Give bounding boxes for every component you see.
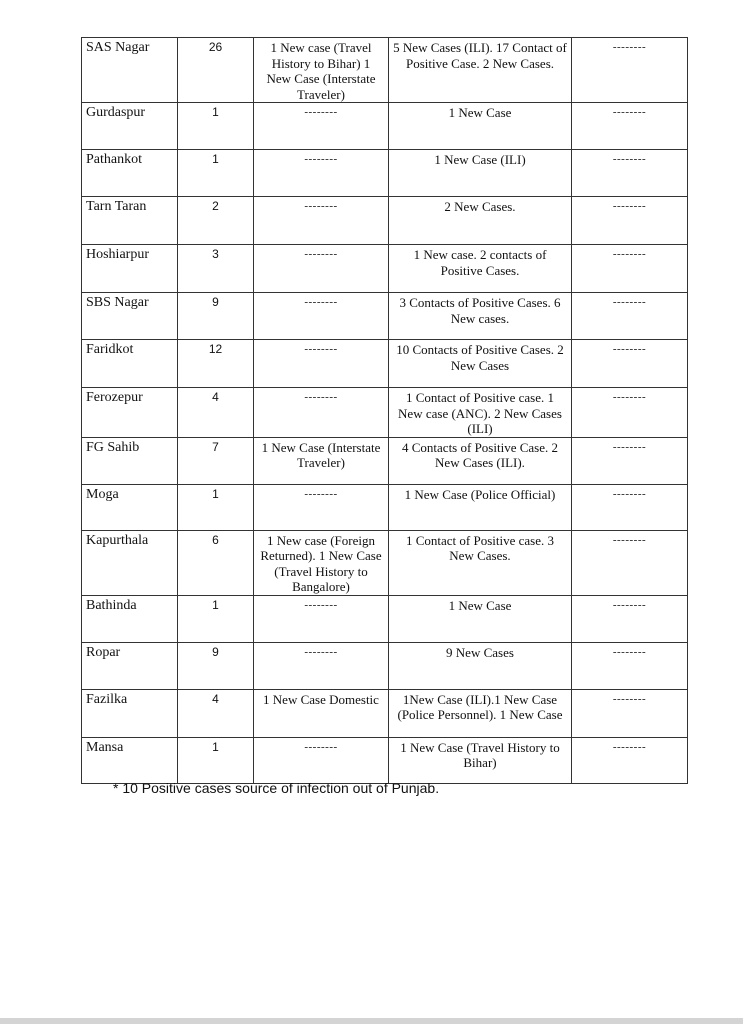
table-row [82,103,688,150]
district-name-cell: Moga [82,484,178,530]
district-name-cell: Hoshiarpur [82,245,178,293]
case-count-cell: 3 [178,245,254,293]
col5-cell: -------- [572,245,688,293]
table-row [82,150,688,197]
col4-cell: 1New Case (ILI).1 New Case (Police Personnel). 1 New Case [389,689,572,737]
col3-cell: -------- [254,197,389,245]
case-count-cell: 12 [178,340,254,388]
case-count-cell: 2 [178,197,254,245]
table-body [82,38,688,784]
case-count-cell: 4 [178,689,254,737]
district-cases-table [81,37,688,784]
table-row [82,530,688,595]
district-name-cell: Bathinda [82,595,178,642]
table-row [82,484,688,530]
col4-cell: 1 Contact of Positive case. 3 New Cases. [389,530,572,595]
col4-cell: 1 New Case [389,103,572,150]
col4-cell: 4 Contacts of Positive Case. 2 New Cases (ILI). [389,437,572,484]
col4-cell: 1 New Case (Travel History to Bihar) [389,737,572,783]
col5-cell: -------- [572,38,688,103]
district-name-cell: SAS Nagar [82,38,178,103]
col5-cell: -------- [572,689,688,737]
col3-cell: -------- [254,103,389,150]
case-count-cell: 1 [178,595,254,642]
col4-cell: 2 New Cases. [389,197,572,245]
district-name-cell: Faridkot [82,340,178,388]
col5-cell: -------- [572,340,688,388]
col5-cell: -------- [572,642,688,689]
col5-cell: -------- [572,737,688,783]
case-count-cell: 1 [178,484,254,530]
case-count-cell: 1 [178,103,254,150]
district-name-cell: Tarn Taran [82,197,178,245]
table-row [82,642,688,689]
district-name-cell: Fazilka [82,689,178,737]
col3-cell: -------- [254,595,389,642]
case-count-cell: 4 [178,388,254,438]
col5-cell: -------- [572,103,688,150]
table-row [82,388,688,438]
col5-cell: -------- [572,293,688,340]
table-row [82,737,688,783]
district-name-cell: FG Sahib [82,437,178,484]
col3-cell: -------- [254,245,389,293]
col5-cell: -------- [572,197,688,245]
col4-cell: 1 Contact of Positive case. 1 New case (ANC). 2 New Cases (ILI) [389,388,572,438]
table-row [82,245,688,293]
district-name-cell: Mansa [82,737,178,783]
table-row [82,38,688,103]
district-name-cell: Kapurthala [82,530,178,595]
col3-cell: -------- [254,642,389,689]
case-count-cell: 7 [178,437,254,484]
col3-cell: -------- [254,340,389,388]
district-name-cell: Gurdaspur [82,103,178,150]
district-name-cell: Pathankot [82,150,178,197]
table-row [82,340,688,388]
table-row [82,689,688,737]
col3-cell: -------- [254,150,389,197]
case-count-cell: 1 [178,150,254,197]
footnote: * 10 Positive cases source of infection out of Punjab. [113,780,440,796]
district-name-cell: SBS Nagar [82,293,178,340]
col4-cell: 1 New Case (Police Official) [389,484,572,530]
district-name-cell: Ferozepur [82,388,178,438]
col5-cell: -------- [572,530,688,595]
col4-cell: 1 New Case [389,595,572,642]
case-count-cell: 6 [178,530,254,595]
col4-cell: 1 New Case (ILI) [389,150,572,197]
col3-cell: -------- [254,737,389,783]
table-row [82,595,688,642]
col4-cell: 10 Contacts of Positive Cases. 2 New Cases [389,340,572,388]
col3-cell: -------- [254,293,389,340]
col3-cell: -------- [254,388,389,438]
col4-cell: 1 New case. 2 contacts of Positive Cases. [389,245,572,293]
col3-cell: 1 New case (Foreign Returned). 1 New Case (Travel History to Bangalore) [254,530,389,595]
col3-cell: 1 New case (Travel History to Bihar) 1 New Case (Interstate Traveler) [254,38,389,103]
table-row [82,437,688,484]
col5-cell: -------- [572,484,688,530]
table-row [82,197,688,245]
district-name-cell: Ropar [82,642,178,689]
col5-cell: -------- [572,388,688,438]
case-count-cell: 9 [178,293,254,340]
col4-cell: 9 New Cases [389,642,572,689]
col4-cell: 3 Contacts of Positive Cases. 6 New cases. [389,293,572,340]
case-count-cell: 26 [178,38,254,103]
col4-cell: 5 New Cases (ILI). 17 Contact of Positive Case. 2 New Cases. [389,38,572,103]
case-count-cell: 9 [178,642,254,689]
col3-cell: 1 New Case Domestic [254,689,389,737]
col3-cell: -------- [254,484,389,530]
col3-cell: 1 New Case (Interstate Traveler) [254,437,389,484]
case-count-cell: 1 [178,737,254,783]
col5-cell: -------- [572,150,688,197]
bottom-edge-bar [0,1018,743,1024]
col5-cell: -------- [572,437,688,484]
col5-cell: -------- [572,595,688,642]
table-row [82,293,688,340]
